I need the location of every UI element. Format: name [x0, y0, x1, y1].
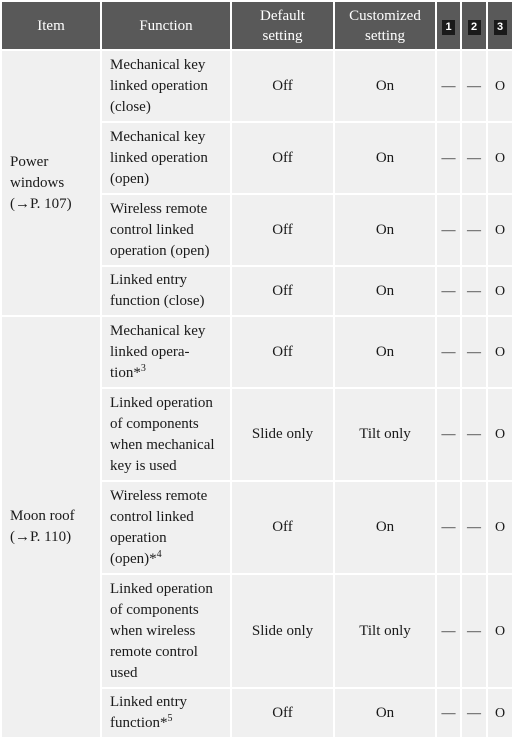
- col-2-cell: —: [461, 388, 487, 481]
- header-item: Item: [1, 1, 101, 50]
- col-1-cell: —: [436, 122, 461, 194]
- col-2-cell: —: [461, 194, 487, 266]
- footnote-marker: 5: [167, 713, 173, 724]
- col-2-cell: —: [461, 50, 487, 122]
- default-cell: Off: [231, 194, 334, 266]
- header-col-2: [461, 1, 487, 50]
- col-2-cell: —: [461, 316, 487, 388]
- function-cell: Linked operation of components when mechanical key is used: [101, 388, 231, 481]
- col-2-cell: —: [461, 122, 487, 194]
- default-cell: Slide only: [231, 388, 334, 481]
- function-cell: Linked entry function*$^5$: [101, 688, 231, 738]
- customized-cell: On: [334, 481, 436, 574]
- header-col-1: [436, 1, 461, 50]
- header-function: Function: [101, 1, 231, 50]
- customized-cell: Tilt only: [334, 388, 436, 481]
- col-2-cell: —: [461, 266, 487, 316]
- col-1-cell: —: [436, 574, 461, 688]
- function-cell: Mechanical key linked operation (open): [101, 122, 231, 194]
- customized-cell: On: [334, 266, 436, 316]
- number-3-badge: 3: [494, 20, 507, 35]
- default-cell: Off: [231, 122, 334, 194]
- customized-cell: On: [334, 194, 436, 266]
- col-1-cell: —: [436, 481, 461, 574]
- col-3-cell: O: [487, 50, 512, 122]
- customized-cell: On: [334, 122, 436, 194]
- function-cell: Linked entry function (close): [101, 266, 231, 316]
- col-3-cell: O: [487, 266, 512, 316]
- default-cell: Off: [231, 316, 334, 388]
- function-cell: Mechanical key linked operation (close): [101, 50, 231, 122]
- function-cell: Wireless remote control linked operation (open)*$^4$: [101, 481, 231, 574]
- default-cell: Off: [231, 481, 334, 574]
- item-power-windows: Power windows (→P. 107): [1, 50, 101, 316]
- col-2-cell: —: [461, 574, 487, 688]
- col-1-cell: —: [436, 50, 461, 122]
- footnote-marker: 3: [140, 362, 146, 374]
- col-3-cell: O: [487, 194, 512, 266]
- col-1-cell: —: [436, 688, 461, 738]
- customized-cell: On: [334, 316, 436, 388]
- function-cell: Linked operation of components when wireless remote control used: [101, 574, 231, 688]
- col-3-cell: O: [487, 122, 512, 194]
- col-3-cell: O: [487, 688, 512, 738]
- item-moon-roof: Moon roof (→P. 110): [1, 316, 101, 738]
- number-1-badge: 1: [442, 20, 455, 35]
- col-3-cell: O: [487, 316, 512, 388]
- function-cell: Mechanical key linked opera- tion*$^3$: [101, 316, 231, 388]
- default-cell: Off: [231, 50, 334, 122]
- col-1-cell: —: [436, 266, 461, 316]
- col-3-cell: O: [487, 388, 512, 481]
- col-2-cell: —: [461, 481, 487, 574]
- col-2-cell: —: [461, 688, 487, 738]
- header-customized-setting: Customized setting: [334, 1, 436, 50]
- col-3-cell: O: [487, 574, 512, 688]
- default-cell: Off: [231, 688, 334, 738]
- header-col-3: [487, 1, 512, 50]
- default-cell: Slide only: [231, 574, 334, 688]
- default-cell: Off: [231, 266, 334, 316]
- table-row: [1, 50, 512, 122]
- number-2-badge: 2: [468, 20, 481, 35]
- header-row: [1, 1, 512, 50]
- col-1-cell: —: [436, 316, 461, 388]
- customized-cell: Tilt only: [334, 574, 436, 688]
- col-1-cell: —: [436, 388, 461, 481]
- customized-cell: On: [334, 50, 436, 122]
- table-row: [1, 316, 512, 388]
- footnote-marker: 4: [156, 548, 162, 560]
- col-1-cell: —: [436, 194, 461, 266]
- function-cell: Wireless remote control linked operation (open): [101, 194, 231, 266]
- customized-cell: On: [334, 688, 436, 738]
- header-default-setting: Default setting: [231, 1, 334, 50]
- col-3-cell: O: [487, 481, 512, 574]
